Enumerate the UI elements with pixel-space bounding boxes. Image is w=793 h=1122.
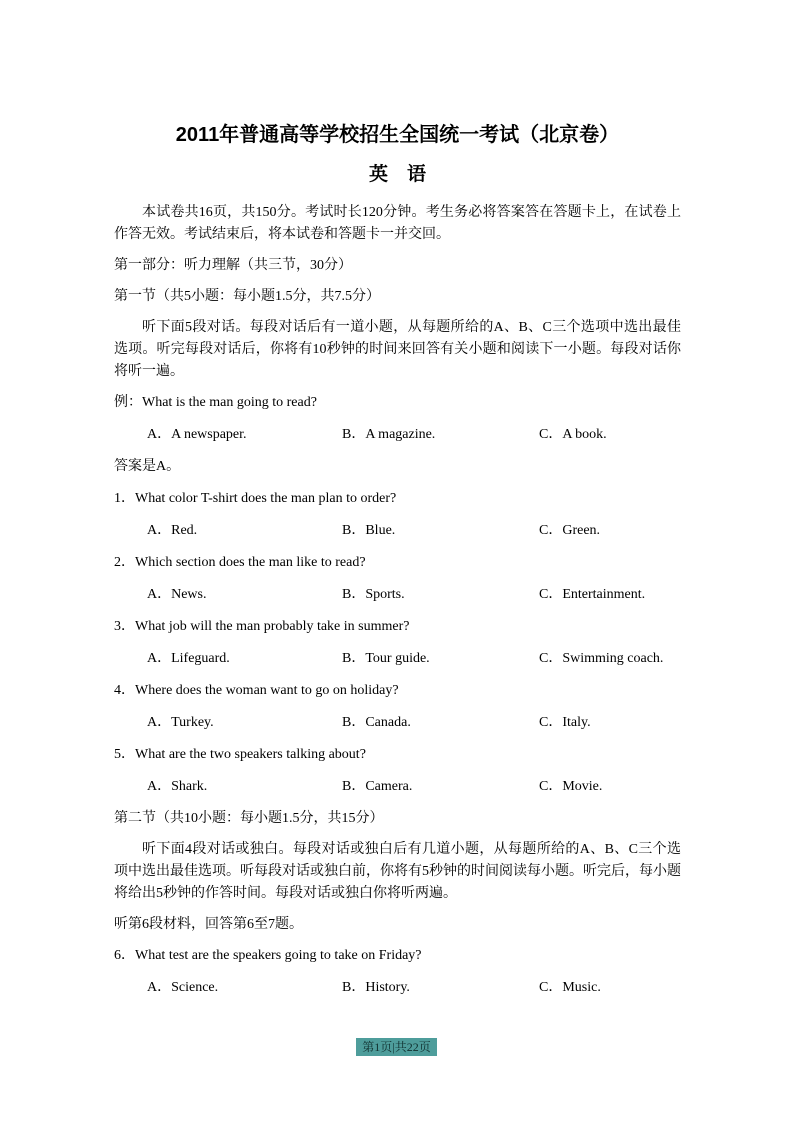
example-answer: 答案是A。 (114, 459, 181, 474)
option-b: B．Canada. (342, 715, 411, 730)
question-text: 5．What are the two speakers talking about? (114, 747, 366, 762)
part1-heading: 第一部分：听力理解（共三节，30分） (114, 258, 352, 273)
section1-heading: 第一节（共5小题：每小题1.5分，共7.5分） (114, 289, 380, 304)
option-a: A．Shark. (147, 779, 208, 794)
options-row (114, 648, 681, 670)
option-b: B．Blue. (342, 523, 396, 538)
question-text: 4．Where does the woman want to go on holiday? (114, 683, 399, 698)
option-a: A．News. (147, 587, 207, 602)
option-b: B．Camera. (342, 779, 413, 794)
question-6 (114, 945, 681, 999)
section1-instructions: 听下面5段对话。每段对话后有一道小题，从每题所给的A、B、C三个选项中选出最佳选项。听完每段对话后，你将有10秒钟的时间来回答有关小题和阅读下一小题。每段对话你将听一遍。 (114, 320, 681, 379)
question-text: 6．What test are the speakers going to take on Friday? (114, 948, 422, 963)
option-b: B．Tour guide. (342, 651, 430, 666)
option-a: A．A newspaper. (147, 427, 247, 442)
options-row (114, 776, 681, 798)
question-4 (114, 680, 681, 734)
question-1 (114, 488, 681, 542)
footer-page-indicator: 第1页|共22页 (356, 1038, 436, 1056)
question-text: 2．Which section does the man like to read? (114, 555, 366, 570)
question-3 (114, 616, 681, 670)
example-question: 例：What is the man going to read? (114, 395, 317, 410)
option-b: B．Sports. (342, 587, 405, 602)
intro-paragraph: 本试卷共16页，共150分。考试时长120分钟。考生务必将答案答在答题卡上，在试卷上作答无效。考试结束后，将本试卷和答题卡一并交回。 (114, 205, 681, 242)
question-text: 3．What job will the man probably take in summer? (114, 619, 410, 634)
option-c: C．Swimming coach. (539, 651, 664, 666)
page-footer (0, 1038, 793, 1056)
option-a: A．Science. (147, 980, 219, 995)
page-title: 2011年普通高等学校招生全国统一考试（北京卷） (175, 124, 620, 146)
option-c: C．Entertainment. (539, 587, 646, 602)
option-c: C．Italy. (539, 715, 591, 730)
question-2 (114, 552, 681, 606)
option-a: A．Lifeguard. (147, 651, 230, 666)
example-options-row (114, 424, 681, 446)
option-b: B．A magazine. (342, 427, 436, 442)
page-subtitle: 英 语 (368, 164, 426, 185)
option-c: C．A book. (539, 427, 607, 442)
option-c: C．Green. (539, 523, 601, 538)
question-5 (114, 744, 681, 798)
options-row (114, 977, 681, 999)
option-a: A．Red. (147, 523, 198, 538)
option-b: B．History. (342, 980, 410, 995)
material-note: 听第6段材料，回答第6至7题。 (114, 917, 303, 932)
option-c: C．Movie. (539, 779, 603, 794)
example-block (114, 392, 681, 478)
options-row (114, 520, 681, 542)
option-a: A．Turkey. (147, 715, 214, 730)
question-text: 1．What color T-shirt does the man plan to order? (114, 491, 397, 506)
section2-instructions: 听下面4段对话或独白。每段对话或独白后有几道小题，从每题所给的A、B、C三个选项中选出最佳选项。听每段对话或独白前，你将有5秒钟的时间阅读每小题。听完后，每小题将给出5秒钟的作答时间。每段对话或独白你将听两遍。 (114, 842, 681, 901)
options-row (114, 584, 681, 606)
section2-heading: 第二节（共10小题：每小题1.5分，共15分） (114, 811, 384, 826)
options-row (114, 712, 681, 734)
option-c: C．Music. (539, 980, 601, 995)
